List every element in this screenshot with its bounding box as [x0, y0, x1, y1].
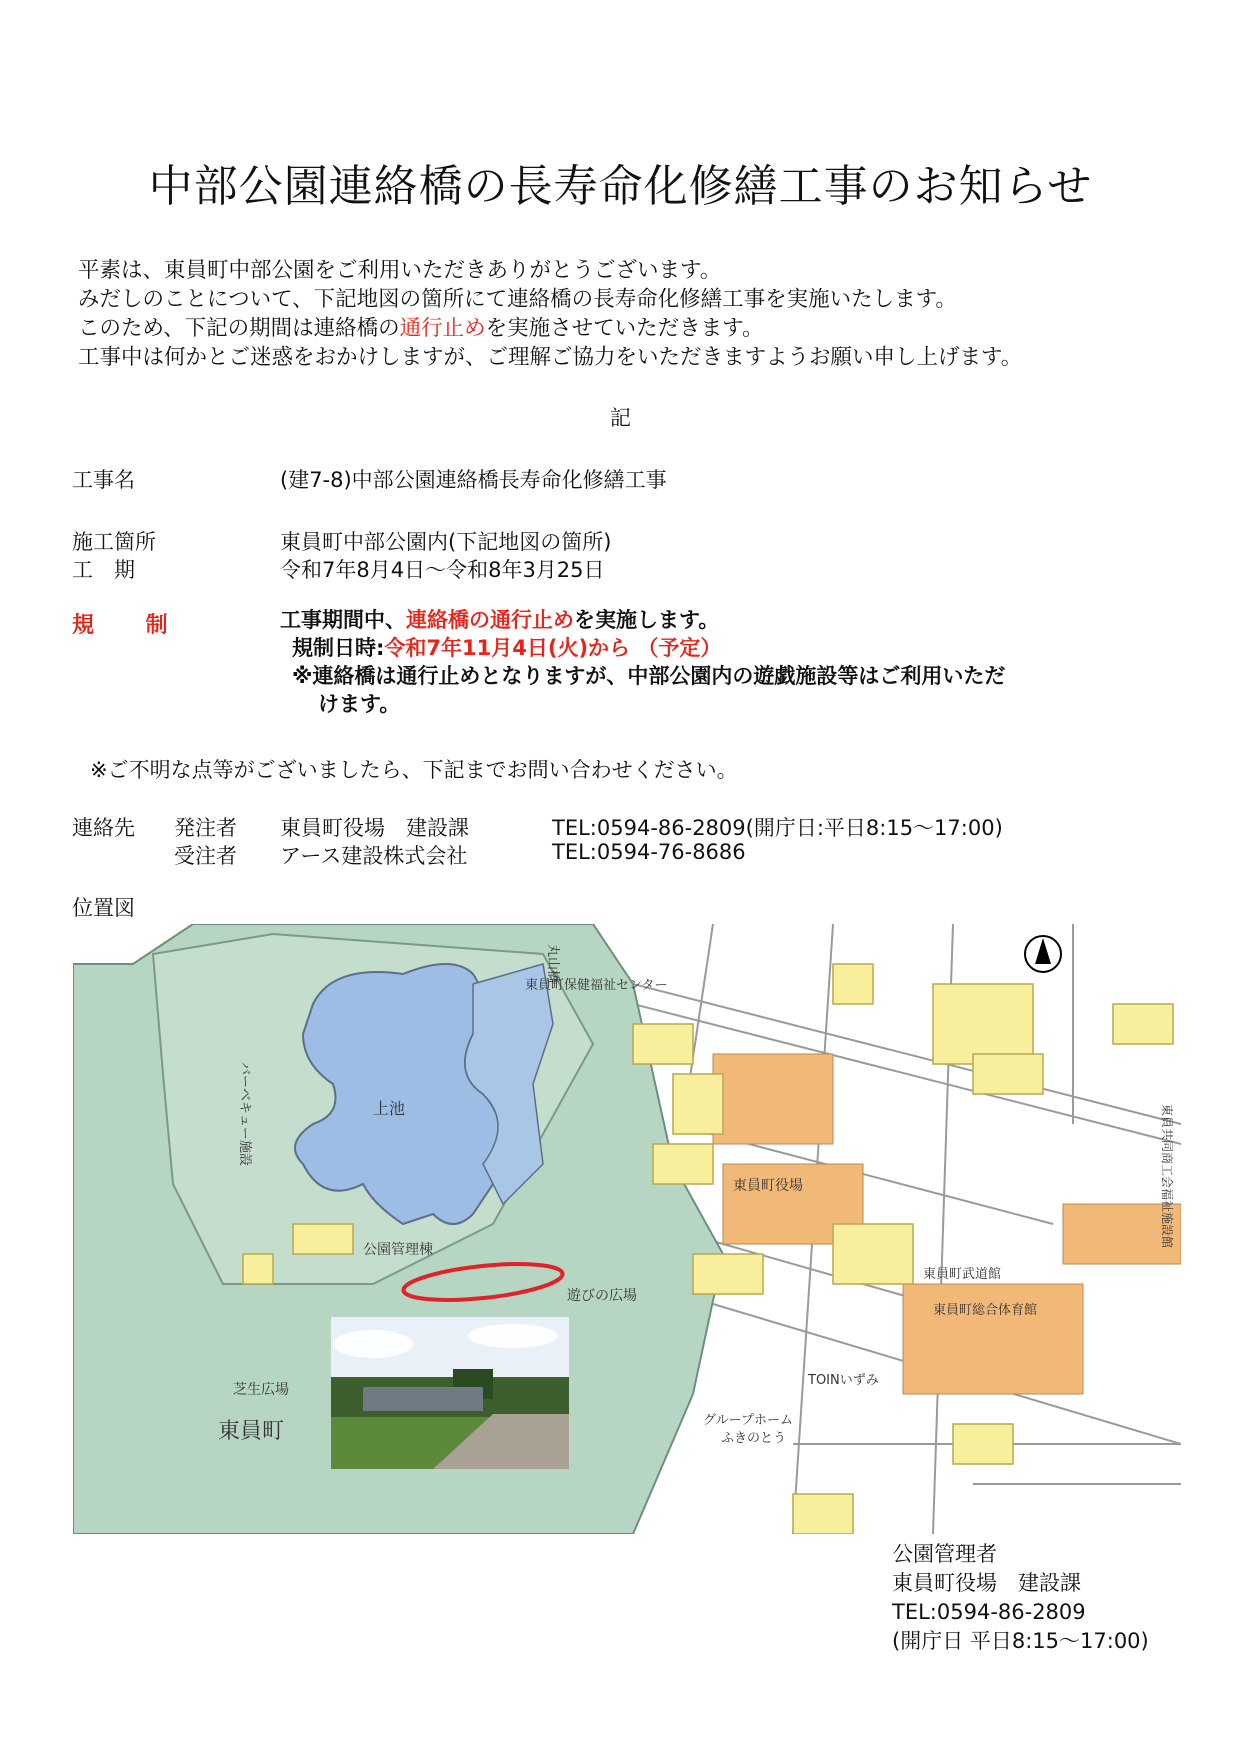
regulation-label: 規 制	[72, 613, 190, 638]
orderer-org: 東員町役場 建設課	[280, 816, 469, 840]
orderer-role: 発注者	[174, 816, 237, 840]
map-label-maruyama: 丸山橋	[545, 944, 560, 984]
location-map-svg	[73, 924, 1181, 1534]
bridge-photo	[331, 1317, 569, 1469]
regulation-date-label: 規制日時:	[292, 636, 385, 660]
map-heading: 位置図	[72, 896, 135, 920]
map-label-budokan: 東員町武道館	[923, 1267, 1002, 1282]
regulation-date: 令和7年11月4日(火)から （予定）	[384, 636, 722, 660]
contractor-role: 受注者	[174, 844, 237, 868]
map-label-bbq: バーベキュー施設	[237, 1062, 252, 1167]
road-closure-highlight: 通行止め	[399, 316, 486, 341]
north-mark: N	[1039, 946, 1040, 947]
contractor-org: アース建設株式会社	[280, 844, 468, 868]
map-label-health-center: 東員町保健福祉センター	[525, 978, 668, 993]
contractor-tel: TEL:0594-76-8686	[552, 840, 746, 864]
page-title: 中部公園連絡橋の長寿命化修繕工事のお知らせ	[148, 161, 1093, 212]
regulation-closure: 連絡橋の通行止め	[406, 608, 574, 632]
park-manager-info	[892, 1540, 1149, 1656]
map-label-park-office: 公園管理棟	[363, 1242, 433, 1258]
map-label-playground: 遊びの広場	[567, 1288, 637, 1304]
regulation-line-2	[280, 634, 1005, 662]
map-label-group-home-2: ふきのとう	[721, 1431, 787, 1446]
contact-label: 連絡先	[72, 816, 135, 840]
regulation-line-1	[280, 606, 1005, 634]
intro-line-4: 工事中は何かとご迷惑をおかけしますが、ご理解ご協力をいただきますようお願い申し上げます。	[78, 345, 1023, 370]
footer-line-1: 公園管理者	[892, 1542, 997, 1566]
project-name-label: 工事名	[72, 468, 135, 492]
regulation-line-1-pre: 工事期間中、	[280, 608, 406, 632]
gym-building	[903, 1284, 1083, 1394]
project-name-value: (建7-8)中部公園連絡橋長寿命化修繕工事	[280, 468, 667, 492]
intro-line-3	[78, 314, 1022, 343]
footer-line-2: 東員町役場 建設課	[892, 1571, 1081, 1595]
ki-heading: 記	[610, 406, 631, 430]
health-center-building	[713, 1054, 833, 1144]
map-label-group-home-1: グループホーム	[703, 1413, 793, 1428]
period-value: 令和7年8月4日～令和8年3月25日	[280, 558, 605, 582]
footer-line-3: TEL:0594-86-2809	[892, 1600, 1086, 1624]
map-label-shoko-kaikan: 東員共同商工会福祉施設館	[1160, 1104, 1174, 1249]
period-label: 工 期	[72, 558, 135, 582]
map-label-toin-izumi: TOINいずみ	[808, 1373, 879, 1388]
map-label-town: 東員町	[218, 1419, 285, 1444]
intro-line-3-post: を実施させていただきます。	[485, 316, 764, 341]
map-label-kamiike: 上池	[373, 1099, 406, 1118]
regulation-line-4: けます。	[318, 692, 401, 716]
footer-line-4: (開庁日 平日8:15～17:00)	[892, 1629, 1149, 1653]
site-label: 施工箇所	[72, 530, 156, 554]
intro-line-1: 平素は、東員町中部公園をご利用いただきありがとうございます。	[78, 258, 722, 283]
location-map	[73, 924, 1181, 1534]
regulation-line-1-post: を実施します。	[574, 608, 720, 632]
orderer-tel: TEL:0594-86-2809(開庁日:平日8:15～17:00)	[552, 816, 1003, 840]
site-value: 東員町中部公園内(下記地図の箇所)	[280, 530, 612, 554]
inquiry-note: ※ご不明な点等がございましたら、下記までお問い合わせください。	[90, 758, 738, 782]
intro-paragraph	[78, 256, 1022, 372]
map-label-town-hall: 東員町役場	[733, 1178, 803, 1194]
regulation-block	[280, 606, 1005, 718]
regulation-line-3: ※連絡橋は通行止めとなりますが、中部公園内の遊戯施設等はご利用いただ	[292, 664, 1006, 688]
map-label-gym: 東員町総合体育館	[933, 1303, 1038, 1318]
intro-line-2: みだしのことについて、下記地図の箇所にて連絡橋の長寿命化修繕工事を実施いたします。	[78, 287, 957, 312]
map-label-lawn: 芝生広場	[233, 1382, 289, 1398]
intro-line-3-pre: このため、下記の期間は連絡橋の	[78, 316, 400, 341]
